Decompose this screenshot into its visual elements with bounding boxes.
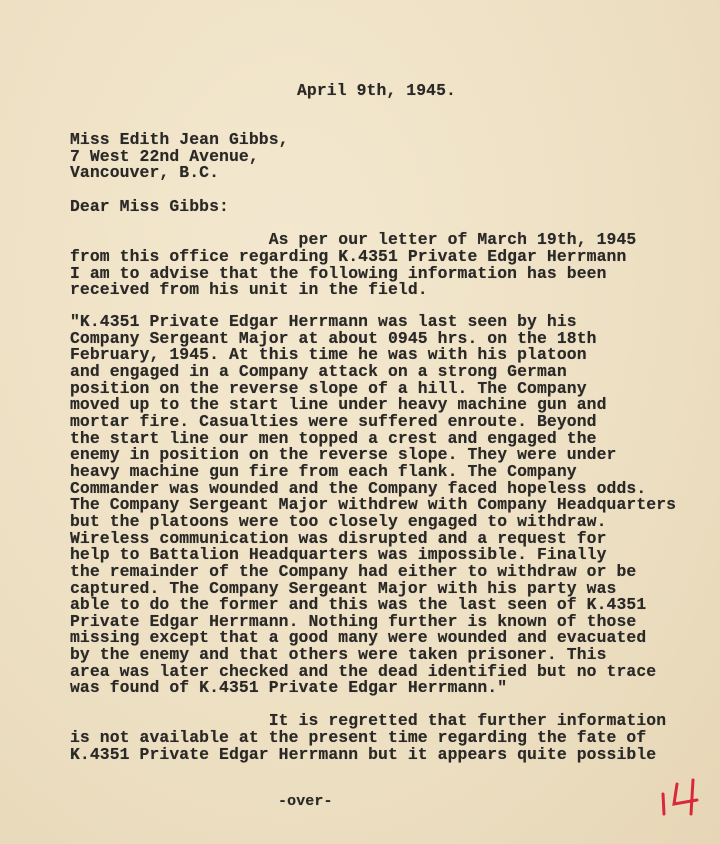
- quote-line: was found of K.4351 Private Edgar Herrmann.": [70, 678, 508, 698]
- quote-line: and engaged in a Company attack on a strong German: [70, 361, 567, 381]
- closing-line: It is regretted that further information: [70, 711, 667, 730]
- digit-four-mark: [674, 780, 697, 814]
- quote-line: area was later checked and the dead identified but no trace: [70, 661, 657, 681]
- quote-line: "K.4351 Private Edgar Herrmann was last seen by his: [70, 312, 577, 331]
- quote-line: moved up to the start line under heavy machine gun and: [70, 395, 607, 415]
- address-line: Vancouver, B.C.: [70, 163, 220, 183]
- quote-line: Company Sergeant Major at about 0945 hrs. on the 18th: [70, 328, 597, 348]
- quote-line: Private Edgar Herrmann. Nothing further is known of those: [70, 611, 637, 631]
- intro-line: As per our letter of March 19th, 1945: [70, 230, 637, 249]
- quote-line: mortar fire. Casualties were suffered enroute. Beyond: [70, 411, 597, 431]
- quote-line: help to Battalion Headquarters was impossible. Finally: [70, 545, 607, 565]
- quote-line: missing except that a good many were wounded and evacuated: [70, 628, 647, 648]
- recipient-address: [70, 132, 289, 182]
- salutation: Dear Miss Gibbs:: [70, 197, 229, 216]
- quote-line: enemy in position on the reverse slope. They were under: [70, 445, 617, 465]
- letter-date: April 9th, 1945.: [297, 81, 456, 100]
- quote-line: Wireless communication was disrupted and a request for: [70, 528, 607, 548]
- digit-one-mark: [663, 794, 664, 814]
- quote-line: by the enemy and that others were taken prisoner. This: [70, 645, 607, 665]
- intro-line: received from his unit in the field.: [70, 280, 428, 300]
- quote-line: position on the reverse slope of a hill. The Company: [70, 378, 587, 398]
- quote-line: Commander was wounded and the Company faced hopeless odds.: [70, 478, 647, 498]
- address-line: Miss Edith Jean Gibbs,: [70, 130, 289, 149]
- handwritten-page-number: [655, 772, 705, 822]
- closing-line: K.4351 Private Edgar Herrmann but it appears quite possible: [70, 745, 657, 764]
- intro-line: I am to advise that the following information has been: [70, 263, 607, 283]
- over-footer: -over-: [278, 793, 333, 810]
- paragraph-closing: [70, 712, 666, 763]
- paragraph-intro: [70, 232, 636, 299]
- quote-line: the start line our men topped a crest and engaged the: [70, 428, 597, 448]
- quote-line: captured. The Company Sergeant Major with his party was: [70, 578, 617, 598]
- quote-line: heavy machine gun fire from each flank. The Company: [70, 461, 577, 481]
- quote-line: the remainder of the Company had either to withdraw or be: [70, 561, 637, 581]
- quote-line: but the platoons were too closely engaged to withdraw.: [70, 511, 607, 531]
- quote-line: The Company Sergeant Major withdrew with Company Headquarters: [70, 495, 677, 515]
- quote-line: able to do the former and this was the last seen of K.4351: [70, 595, 647, 615]
- closing-line: is not available at the present time regarding the fate of: [70, 728, 647, 747]
- quote-line: February, 1945. At this time he was with his platoon: [70, 345, 587, 365]
- quoted-report: [70, 314, 676, 697]
- address-line: 7 West 22nd Avenue,: [70, 146, 259, 166]
- intro-line: from this office regarding K.4351 Private Edgar Herrmann: [70, 246, 627, 266]
